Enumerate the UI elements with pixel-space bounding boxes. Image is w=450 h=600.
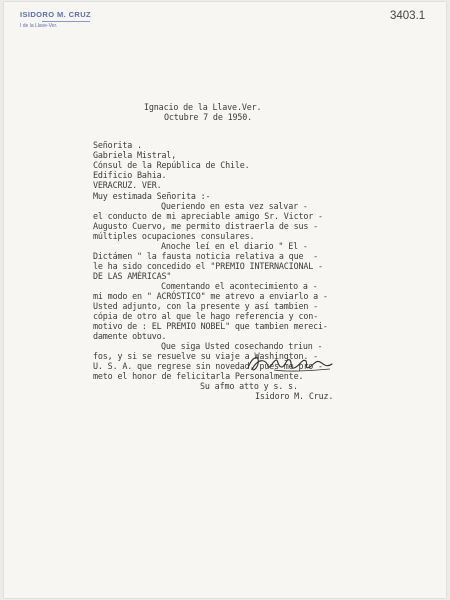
letter-date: Octubre 7 de 1950. xyxy=(164,112,253,122)
body-line: Que siga Usted cosechando triun - xyxy=(161,341,323,351)
letter-page xyxy=(4,2,446,598)
archive-number: 3403.1 xyxy=(390,10,426,22)
body-line: Queriendo en esta vez salvar - xyxy=(161,201,308,211)
recipient-line: VERACRUZ. VER. xyxy=(93,180,162,190)
body-line: le ha sido concedido el "PREMIO INTERNACIONAL - xyxy=(93,261,323,271)
letterhead-rule xyxy=(42,21,90,22)
body-line: mi modo en " ACRÓSTICO" me atrevo a enviarlo a - xyxy=(93,291,328,301)
recipient-line: Cónsul de la República de Chile. xyxy=(93,160,250,170)
body-line: fos, y si se resuelve su viaje a Washington. - xyxy=(93,351,319,361)
body-line: cópia de otro al que le hago referencia y con- xyxy=(93,311,319,321)
recipient-line: Edificio Bahia. xyxy=(93,170,167,180)
salutation: Muy estimada Señorita :- xyxy=(93,191,211,201)
letterhead-address: I de la Llave-Ver. xyxy=(20,23,58,29)
body-line: meto el honor de felicitarla Personalmente. xyxy=(93,371,304,381)
signer-name: Isidoro M. Cruz. xyxy=(255,391,334,401)
recipient-line: Señorita . xyxy=(93,140,142,150)
letterhead-stamp xyxy=(20,10,91,29)
body-line: Usted adjunto, con la presente y así tambien - xyxy=(93,301,319,311)
recipient-line: Gabriela Mistral, xyxy=(93,150,177,160)
body-line: Comentando el acontecimiento a - xyxy=(161,281,318,291)
body-line: el conducto de mi apreciable amigo Sr. Victor - xyxy=(93,211,323,221)
body-line: motivo de : EL PREMIO NOBEL" que tambien mereci- xyxy=(93,321,328,331)
body-line: Augusto Cuervo, me permito distraerla de sus - xyxy=(93,221,319,231)
handwritten-signature xyxy=(244,352,344,374)
closing: Su afmo atto y s. s. xyxy=(200,381,298,391)
body-line: DE LAS AMÉRICAS" xyxy=(93,271,172,281)
letter-place: Ignacio de la Llave.Ver. xyxy=(144,102,262,112)
letterhead-name: ISIDORO M. CRUZ xyxy=(20,10,91,19)
body-line: damente obtuvo. xyxy=(93,331,167,341)
body-line: Dictámen " la fausta noticia relativa a que - xyxy=(93,251,319,261)
body-line: múltiples ocupaciones consulares. xyxy=(93,231,255,241)
body-line: U. S. A. que regrese sin novedad, pues me pro - xyxy=(93,361,323,371)
body-line: Anoche leí en el diario " El - xyxy=(161,241,308,251)
